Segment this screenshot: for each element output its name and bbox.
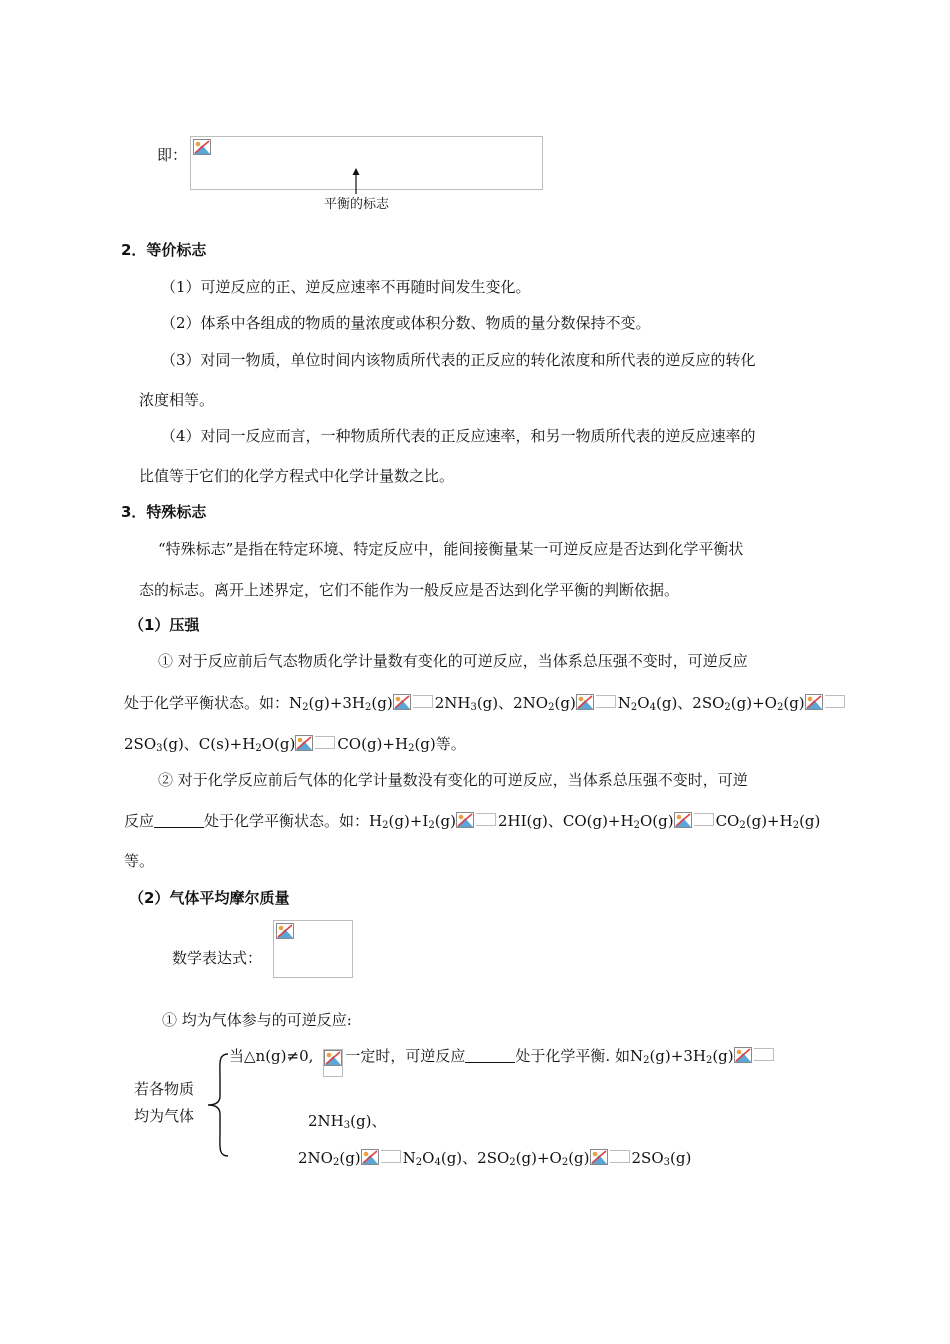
nh3-line: $2NH_3(g)$、	[308, 1112, 387, 1131]
reversible-arrow-icon	[393, 694, 435, 710]
reversible-arrow-icon	[361, 1149, 403, 1165]
brace-label-2: 均为气体	[134, 1107, 195, 1125]
sec2-item-2: （2）体系中各组成的物质的量浓度或体积分数、物质的量分数保持不变。	[161, 314, 651, 332]
reversible-arrow-icon	[805, 694, 847, 710]
reversible-arrow-icon	[456, 812, 498, 828]
pressure-p2-line-3: 等。	[124, 852, 155, 870]
broken-image-icon	[193, 139, 211, 155]
cond-mid: 一定时，可逆反应	[345, 1047, 466, 1065]
reversible-arrow-icon	[590, 1149, 632, 1165]
molar-heading: （2）气体平均摩尔质量	[129, 889, 290, 907]
upward-arrow-icon	[351, 168, 361, 194]
equation-image-frame	[190, 136, 543, 190]
reversible-arrow-icon	[576, 694, 618, 710]
reversible-arrow-icon	[295, 735, 337, 751]
pressure-p2-line-2: 反应 处于化学平衡状态。如：$H_2(g)+I_2(g)$ 2HI(g)、$CO(g)+H_2O(g)$ $CO_2(g)+H_2(g)$	[124, 812, 821, 831]
pressure-p1-line-1: ① 对于反应前后气态物质化学计量数有变化的可逆反应，当体系总压强不变时，可逆反应	[158, 652, 748, 670]
broken-image-icon	[323, 1049, 343, 1077]
sec3-intro-line-2: 态的标志。离开上述界定，它们不能作为一般反应是否达到化学平衡的判断依据。	[139, 581, 680, 599]
intro-label: 即：	[157, 146, 188, 164]
case-1-title: ① 均为气体参与的可逆反应:	[162, 1011, 352, 1029]
fill-blank[interactable]	[465, 1048, 515, 1063]
pressure-p2-line-1: ② 对于化学反应前后气体的化学计量数没有变化的可逆反应，当体系总压强不变时，可逆	[158, 771, 748, 789]
sec2-item-4: （4）对同一反应而言，一种物质所代表的正反应速率，和另一物质所代表的逆反应速率的	[161, 427, 756, 445]
sec2-item-3-cont: 浓度相等。	[139, 391, 215, 409]
section-2-heading: 2．等价标志	[121, 241, 207, 259]
p1-prefix: 处于化学平衡状态。如：	[124, 694, 290, 712]
reversible-arrow-icon	[734, 1047, 776, 1063]
reversible-arrow-icon	[674, 812, 716, 828]
section-3-heading: 3．特殊标志	[121, 503, 207, 521]
sec2-item-1: （1）可逆反应的正、逆反应速率不再随时间发生变化。	[161, 278, 531, 296]
pressure-p1-line-3: $2SO_3(g)$、$C(s)+H_2O(g)$ $CO(g)+H_2(g)$等。	[124, 735, 466, 754]
math-expression-frame	[273, 920, 353, 978]
brace-label-1: 若各物质	[134, 1080, 195, 1098]
p2-prefix: 反应	[124, 812, 155, 830]
p1-line3-suffix: 等。	[435, 735, 466, 753]
curly-brace-icon	[204, 1052, 230, 1158]
expr-label: 数学表达式：	[172, 949, 263, 967]
pressure-p1-line-2: 处于化学平衡状态。如：$N_2(g)+3H_2(g)$ $2NH_3(g)$、$2NO_2(g)$ $N_2O_4(g)$、$2SO_2(g)+O_2(g)$	[124, 693, 847, 713]
separator: 、	[371, 1112, 387, 1130]
cond-suffix: 处于化学平衡. 如	[515, 1047, 630, 1065]
sec3-intro-line-1: “特殊标志”是指在特定环境、特定反应中，能间接衡量某一可逆反应是否达到化学平衡状	[158, 540, 744, 558]
sec2-item-4-cont: 比值等于它们的化学方程式中化学计量数之比。	[139, 467, 455, 485]
fill-blank[interactable]	[154, 813, 204, 828]
pressure-heading: （1）压强	[129, 616, 200, 634]
sec2-item-3: （3）对同一物质，单位时间内该物质所代表的正反应的转化浓度和所代表的逆反应的转化	[161, 351, 756, 369]
cond-prefix: 当△n(g)≠0,	[229, 1047, 314, 1065]
p2-mid: 处于化学平衡状态。如：	[204, 812, 370, 830]
broken-image-icon	[276, 923, 294, 939]
condition-line: 当△n(g)≠0, 一定时，可逆反应 处于化学平衡. 如$N_2(g)+3H_2(g)$	[229, 1046, 776, 1077]
balance-caption: 平衡的标志	[324, 197, 390, 212]
equilibrium-examples-line: $2NO_2(g)$ $N_2O_4(g)$、$2SO_2(g)+O_2(g)$ $2SO_3(g)$	[298, 1149, 692, 1168]
